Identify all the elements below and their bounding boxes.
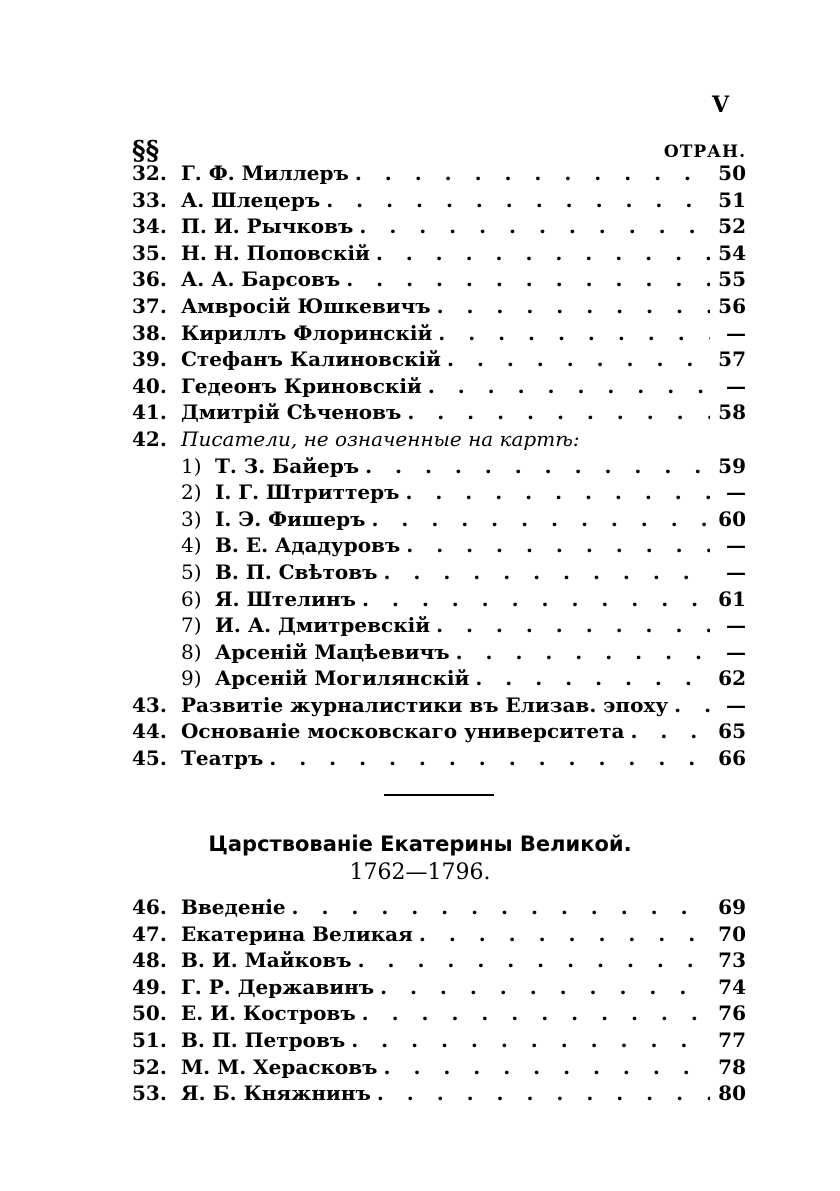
dot-leader (437, 293, 710, 320)
dot-leader (380, 974, 710, 1001)
entry-page: 57 (718, 347, 746, 372)
entry-number: 6) (181, 586, 202, 611)
entry-title: Арсеній Мацѣевичъ (215, 639, 450, 664)
toc-entry (132, 346, 746, 373)
toc-sub-entry (132, 612, 746, 639)
toc-entry (132, 947, 746, 974)
dot-leader (475, 665, 710, 692)
entry-number: 34. (132, 214, 167, 239)
entry-title: Театръ (181, 746, 264, 771)
dot-leader (674, 692, 710, 719)
toc-sub-entry (132, 639, 746, 666)
dot-leader (384, 559, 711, 586)
entry-title: Основаніе московскаго университета (181, 719, 625, 744)
toc-sub-entries (132, 453, 746, 692)
toc-entry (132, 426, 746, 453)
toc-entry (132, 213, 746, 240)
entry-number: 47. (132, 921, 167, 946)
page-number: V (712, 92, 730, 118)
entry-number: 4) (181, 533, 202, 558)
entry-page: 59 (718, 453, 746, 478)
entry-page: — (726, 692, 746, 717)
entry-title: В. П. Свѣтовъ (215, 559, 378, 584)
dot-leader (346, 266, 710, 293)
dot-leader (406, 532, 710, 559)
entry-title: Арсеній Могилянскій (215, 666, 470, 691)
entry-title: Дмитрій Сѣченовъ (181, 400, 402, 425)
toc-entry (132, 974, 746, 1001)
toc-sub-entry (132, 665, 746, 692)
section-mark: §§ (132, 136, 160, 166)
entry-number: 45. (132, 746, 167, 771)
dot-leader (371, 506, 710, 533)
dot-leader (405, 479, 710, 506)
dot-leader (292, 894, 710, 921)
entry-page: — (726, 533, 746, 558)
toc-entry (132, 373, 746, 400)
dot-leader (456, 639, 710, 666)
entry-number: 2) (181, 480, 202, 505)
dot-leader (377, 1080, 710, 1107)
entry-number: 42. (132, 426, 167, 451)
dot-leader (630, 718, 710, 745)
toc-sub-entry (132, 479, 746, 506)
toc-entries-b (132, 692, 746, 772)
toc-entry (132, 1027, 746, 1054)
entry-title: Кириллъ Флоринскій (181, 320, 433, 345)
entry-page: — (726, 320, 746, 345)
entry-page: — (726, 559, 746, 584)
section-divider (384, 794, 494, 796)
toc-entry (132, 266, 746, 293)
entry-number: 8) (181, 639, 202, 664)
entry-title: Г. Ф. Миллеръ (181, 161, 349, 185)
entry-title: Я. Штелинъ (215, 586, 356, 611)
dot-leader (419, 921, 710, 948)
entry-title: В. Е. Ададуровъ (215, 533, 401, 558)
toc-entry (132, 692, 746, 719)
entry-page: 50 (718, 161, 746, 185)
entry-number: 3) (181, 506, 202, 531)
entry-number: 9) (181, 666, 202, 691)
entry-number: 5) (181, 559, 202, 584)
entry-title: Т. З. Байеръ (215, 453, 360, 478)
toc-sub-entry (132, 453, 746, 480)
entry-title: Гедеонъ Криновскій (181, 373, 422, 398)
entry-number: 46. (132, 895, 167, 919)
toc-entry (132, 399, 746, 426)
entry-number: 52. (132, 1054, 167, 1079)
entry-number: 39. (132, 347, 167, 372)
entry-title: Г. Р. Державинъ (181, 974, 375, 999)
toc-part-one (132, 136, 746, 772)
toc-entry (132, 745, 746, 772)
dot-leader (362, 586, 710, 613)
dot-leader (384, 1054, 710, 1081)
entry-page: 66 (718, 746, 746, 771)
dot-leader (365, 453, 710, 480)
dot-leader (438, 320, 710, 347)
toc-entry (132, 1054, 746, 1081)
dot-leader (359, 213, 710, 240)
entry-number: 32. (132, 161, 167, 185)
dot-leader (428, 373, 710, 400)
entry-page: 65 (718, 719, 746, 744)
entry-title: І. Г. Штриттеръ (215, 480, 400, 505)
entry-page: 51 (718, 187, 746, 212)
entry-number: 44. (132, 719, 167, 744)
entry-title: Е. И. Костровъ (181, 1001, 356, 1026)
toc-entry (132, 320, 746, 347)
dot-leader (358, 947, 710, 974)
toc-header (132, 136, 746, 166)
entry-page: 60 (718, 506, 746, 531)
entry-page: — (726, 613, 746, 638)
entry-title: В. П. Петровъ (181, 1027, 346, 1052)
toc-sub-entry (132, 506, 746, 533)
entry-title: Амвросій Юшкевичъ (181, 293, 431, 318)
entry-number: 51. (132, 1027, 167, 1052)
entry-page: 62 (718, 666, 746, 691)
toc-entry (132, 240, 746, 267)
entry-title: Введеніе (181, 895, 286, 919)
entry-page: 58 (718, 400, 746, 425)
toc-sub-entry (132, 532, 746, 559)
entry-number: 37. (132, 293, 167, 318)
toc-entry (132, 160, 746, 187)
entry-number: 35. (132, 240, 167, 265)
page-column-label: ОТРАН. (663, 142, 746, 162)
entry-number: 7) (181, 613, 202, 638)
entry-title: Я. Б. Княжнинъ (181, 1081, 371, 1106)
dot-leader (362, 1000, 710, 1027)
toc-entry (132, 921, 746, 948)
toc-entries-a (132, 160, 746, 426)
toc-entry (132, 187, 746, 214)
dot-leader (355, 160, 710, 187)
entry-title: И. А. Дмитревскій (215, 613, 431, 638)
toc-part-two (132, 894, 746, 1107)
entry-page: 54 (718, 240, 746, 265)
entry-title: П. И. Рычковъ (181, 214, 354, 239)
toc-sub-entry (132, 586, 746, 613)
toc-entry (132, 718, 746, 745)
entry-number: 38. (132, 320, 167, 345)
entry-page: 77 (718, 1027, 746, 1052)
entry-number: 49. (132, 974, 167, 999)
entry-number: 36. (132, 267, 167, 292)
entry-page: — (726, 480, 746, 505)
dot-leader (326, 187, 710, 214)
entry-title: А. А. Барсовъ (181, 267, 341, 292)
dot-leader (269, 745, 710, 772)
dot-leader (407, 399, 710, 426)
entry-number: 40. (132, 373, 167, 398)
entry-page: 52 (718, 214, 746, 239)
toc-entry (132, 894, 746, 921)
toc-entry (132, 293, 746, 320)
toc-entry (132, 1080, 746, 1107)
entry-title: Н. Н. Поповскій (181, 240, 370, 265)
entry-number: 50. (132, 1001, 167, 1026)
entry-title: Екатерина Великая (181, 921, 413, 946)
toc-entry (132, 1000, 746, 1027)
entry-number: 1) (181, 453, 202, 478)
dot-leader (351, 1027, 710, 1054)
entry-title: І. Э. Фишеръ (215, 506, 366, 531)
entry-title: Развитіе журналистики въ Елизав. эпоху (181, 692, 669, 717)
entry-title: Стефанъ Калиновскій (181, 347, 441, 372)
entry-page: — (726, 373, 746, 398)
dot-leader (436, 612, 710, 639)
dot-leader (447, 346, 710, 373)
entry-page: 56 (718, 293, 746, 318)
toc-entries-c (132, 894, 746, 1107)
entry-page: 73 (718, 948, 746, 973)
entry-page: 80 (718, 1081, 746, 1106)
entry-title: А. Шлецеръ (181, 187, 321, 212)
toc-sub-entry (132, 559, 746, 586)
entry-title: В. И. Майковъ (181, 948, 352, 973)
entry-title: Писатели, не означенные на картѣ: (181, 426, 580, 451)
entry-page: — (726, 639, 746, 664)
entry-number: 53. (132, 1081, 167, 1106)
section-years: 1762—1796. (349, 860, 491, 885)
entry-page: 55 (718, 267, 746, 292)
entry-page: 76 (718, 1001, 746, 1026)
entry-page: 69 (718, 895, 746, 919)
entry-number: 41. (132, 400, 167, 425)
entry-page: 78 (718, 1054, 746, 1079)
entry-page: 70 (718, 921, 746, 946)
dot-leader (376, 240, 710, 267)
section-title: Царствованіе Екатерины Великой. (208, 832, 632, 856)
entry-page: 74 (718, 974, 746, 999)
entry-number: 43. (132, 692, 167, 717)
entry-title: М. М. Херасковъ (181, 1054, 378, 1079)
entry-number: 33. (132, 187, 167, 212)
entry-number: 48. (132, 948, 167, 973)
entry-page: 61 (718, 586, 746, 611)
